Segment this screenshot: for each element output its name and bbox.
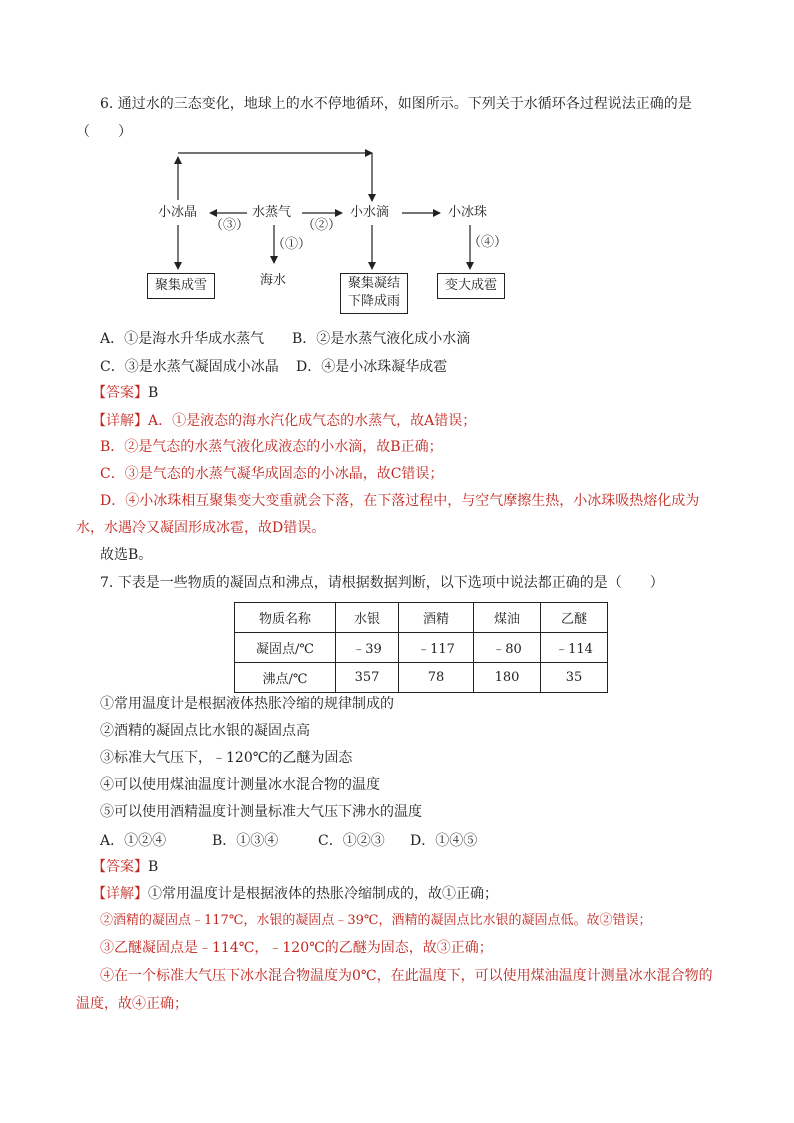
box-rain bbox=[340, 273, 408, 314]
q6-answer-tag: 【答案】 bbox=[92, 385, 148, 401]
table-cell: ﹣39 bbox=[336, 633, 399, 663]
table-header-cell: 酒精 bbox=[399, 603, 474, 633]
q7-detail-1 bbox=[92, 884, 498, 904]
q6-stem-line1: 6. 通过水的三态变化，地球上的水不停地循环，如图所示。下列关于水循环各过程说法正确的是 bbox=[100, 96, 692, 112]
table-cell: 沸点/℃ bbox=[235, 663, 336, 693]
q7-statement-5: ⑤可以使用酒精温度计测量标准大气压下沸水的温度 bbox=[100, 804, 422, 820]
mark-4: （④） bbox=[468, 235, 508, 250]
q7-statement-2: ②酒精的凝固点比水银的凝固点高 bbox=[100, 723, 310, 739]
q6-option-c: C．③是水蒸气凝固成小冰晶 bbox=[100, 359, 279, 375]
q7-option-a: A．①②④ bbox=[100, 833, 167, 849]
q6-detail-d1: D．④小冰珠相互聚集变大变重就会下落，在下落过程中，与空气摩擦生热，小冰珠吸热熔化成为 bbox=[100, 493, 700, 509]
mark-2: （②） bbox=[302, 218, 342, 233]
table-row bbox=[235, 633, 608, 663]
table-row bbox=[235, 663, 608, 693]
table-cell: 78 bbox=[399, 663, 474, 693]
q7-statement-1: ①常用温度计是根据液体热胀冷缩的规律制成的 bbox=[100, 696, 394, 712]
mark-1: （①） bbox=[272, 237, 312, 252]
q6-detail-a bbox=[92, 411, 476, 431]
q7-option-c: C．①②③ bbox=[318, 833, 385, 849]
q7-detail-tag: 【详解】 bbox=[92, 886, 148, 902]
q6-detail-a-text: A．①是液态的海水汽化成气态的水蒸气，故A错误； bbox=[148, 413, 477, 429]
q7-detail-3: ③乙醚凝固点是﹣114℃，﹣120℃的乙醚为固态，故③正确； bbox=[100, 940, 493, 956]
node-ice-crystal: 小冰晶 bbox=[158, 205, 198, 220]
box-rain-line2: 下降成雨 bbox=[347, 294, 400, 309]
q6-answer bbox=[92, 383, 158, 403]
q6-detail-tag: 【详解】 bbox=[92, 413, 148, 429]
mark-3: （③） bbox=[210, 218, 250, 233]
table-cell: 357 bbox=[336, 663, 399, 693]
q7-answer-value: B bbox=[148, 859, 159, 875]
table-cell: 35 bbox=[541, 663, 608, 693]
box-rain-line1: 聚集凝结 bbox=[347, 276, 400, 291]
table-cell: ﹣80 bbox=[474, 633, 541, 663]
table-header-cell: 水银 bbox=[336, 603, 399, 633]
q6-stem-line2: （ ） bbox=[76, 124, 132, 140]
q6-answer-value: B bbox=[148, 385, 159, 401]
q6-detail-b: B．②是气态的水蒸气液化成液态的小水滴，故B正确； bbox=[100, 439, 443, 455]
table-cell: ﹣117 bbox=[399, 633, 474, 663]
node-sea: 海水 bbox=[260, 273, 287, 288]
node-vapor: 水蒸气 bbox=[252, 205, 292, 220]
table-cell: ﹣114 bbox=[541, 633, 608, 663]
box-snow: 聚集成雪 bbox=[147, 273, 215, 299]
substance-table bbox=[234, 602, 608, 693]
q7-statement-3: ③标准大气压下，﹣120℃的乙醚为固态 bbox=[100, 750, 353, 766]
q7-detail-4b: 温度，故④正确； bbox=[76, 996, 188, 1012]
q7-answer bbox=[92, 857, 158, 877]
table-header-row bbox=[235, 603, 608, 633]
q7-option-d: D．①④⑤ bbox=[410, 833, 478, 849]
q7-option-b: B．①③④ bbox=[212, 833, 279, 849]
table-cell: 180 bbox=[474, 663, 541, 693]
q7-statement-4: ④可以使用煤油温度计测量冰水混合物的温度 bbox=[100, 777, 380, 793]
q7-answer-tag: 【答案】 bbox=[92, 859, 148, 875]
table-header-cell: 煤油 bbox=[474, 603, 541, 633]
q6-option-d: D．④是小冰珠凝华成雹 bbox=[296, 359, 448, 375]
q6-option-a: A．①是海水升华成水蒸气 bbox=[100, 331, 265, 347]
water-cycle-diagram bbox=[140, 145, 560, 320]
box-hail: 变大成雹 bbox=[437, 273, 505, 299]
table-header-cell: 物质名称 bbox=[235, 603, 336, 633]
q7-detail-4a: ④在一个标准大气压下冰水混合物温度为0℃，在此温度下，可以使用煤油温度计测量冰水混合物的 bbox=[100, 968, 713, 984]
q6-detail-d2: 水，水遇冷又凝固形成冰雹，故D错误。 bbox=[76, 520, 326, 536]
node-droplet: 小水滴 bbox=[350, 205, 390, 220]
q7-detail-2: ②酒精的凝固点﹣117℃，水银的凝固点﹣39℃，酒精的凝固点比水银的凝固点低。故②错误； bbox=[100, 913, 652, 928]
q6-detail-c: C．③是气态的水蒸气凝华成固态的小冰晶，故C错误； bbox=[100, 466, 444, 482]
table-cell: 凝固点/℃ bbox=[235, 633, 336, 663]
node-ice-bead: 小冰珠 bbox=[448, 205, 488, 220]
q7-detail-1-text: ①常用温度计是根据液体的热胀冷缩制成的，故①正确； bbox=[148, 886, 498, 902]
q7-stem: 7. 下表是一些物质的凝固点和沸点，请根据数据判断，以下选项中说法都正确的是（ ） bbox=[100, 575, 664, 591]
q6-conclusion: 故选B。 bbox=[100, 547, 153, 563]
table-header-cell: 乙醚 bbox=[541, 603, 608, 633]
q6-option-b: B．②是水蒸气液化成小水滴 bbox=[292, 331, 471, 347]
